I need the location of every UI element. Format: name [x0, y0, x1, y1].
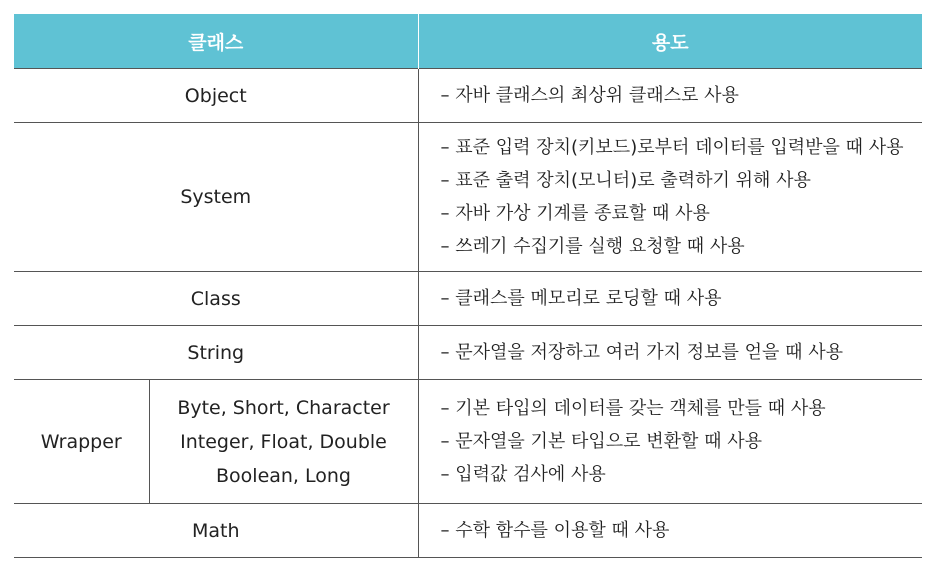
class-name: String	[14, 326, 418, 380]
header-usage: 용도	[418, 14, 922, 69]
class-name: Object	[14, 69, 418, 123]
usage-item: – 클래스를 메모리로 로딩할 때 사용	[441, 282, 923, 315]
class-usage-table	[14, 14, 922, 558]
header-row	[14, 14, 922, 69]
usage-cell	[418, 123, 922, 272]
class-name: Wrapper	[14, 380, 149, 504]
usage-item: – 표준 출력 장치(모니터)로 출력하기 위해 사용	[441, 164, 923, 197]
usage-item: – 입력값 검사에 사용	[441, 458, 923, 491]
class-name: Math	[14, 504, 418, 558]
usage-item: – 수학 함수를 이용할 때 사용	[441, 514, 923, 547]
usage-item: – 자바 가상 기계를 종료할 때 사용	[441, 197, 923, 230]
table-row	[14, 272, 922, 326]
wrapper-class-line: Boolean, Long	[216, 464, 351, 487]
table-row	[14, 69, 922, 123]
usage-item: – 쓰레기 수집기를 실행 요청할 때 사용	[441, 230, 923, 263]
usage-item: – 표준 입력 장치(키보드)로부터 데이터를 입력받을 때 사용	[441, 131, 923, 164]
table-row	[14, 123, 922, 272]
usage-item: – 자바 클래스의 최상위 클래스로 사용	[441, 79, 923, 112]
table-row	[14, 504, 922, 558]
class-name: Class	[14, 272, 418, 326]
usage-cell	[418, 69, 922, 123]
usage-cell	[418, 326, 922, 380]
class-name: System	[14, 123, 418, 272]
usage-cell	[418, 272, 922, 326]
usage-item: – 기본 타입의 데이터를 갖는 객체를 만들 때 사용	[441, 392, 923, 425]
header-class: 클래스	[14, 14, 418, 69]
usage-item: – 문자열을 기본 타입으로 변환할 때 사용	[441, 425, 923, 458]
wrapper-class-line: Byte, Short, Character	[177, 396, 390, 419]
table-row	[14, 326, 922, 380]
table-row	[14, 380, 922, 504]
usage-cell	[418, 504, 922, 558]
usage-item: – 문자열을 저장하고 여러 가지 정보를 얻을 때 사용	[441, 336, 923, 369]
wrapper-classes-cell	[149, 380, 418, 504]
usage-cell	[418, 380, 922, 504]
wrapper-class-line: Integer, Float, Double	[180, 430, 387, 453]
